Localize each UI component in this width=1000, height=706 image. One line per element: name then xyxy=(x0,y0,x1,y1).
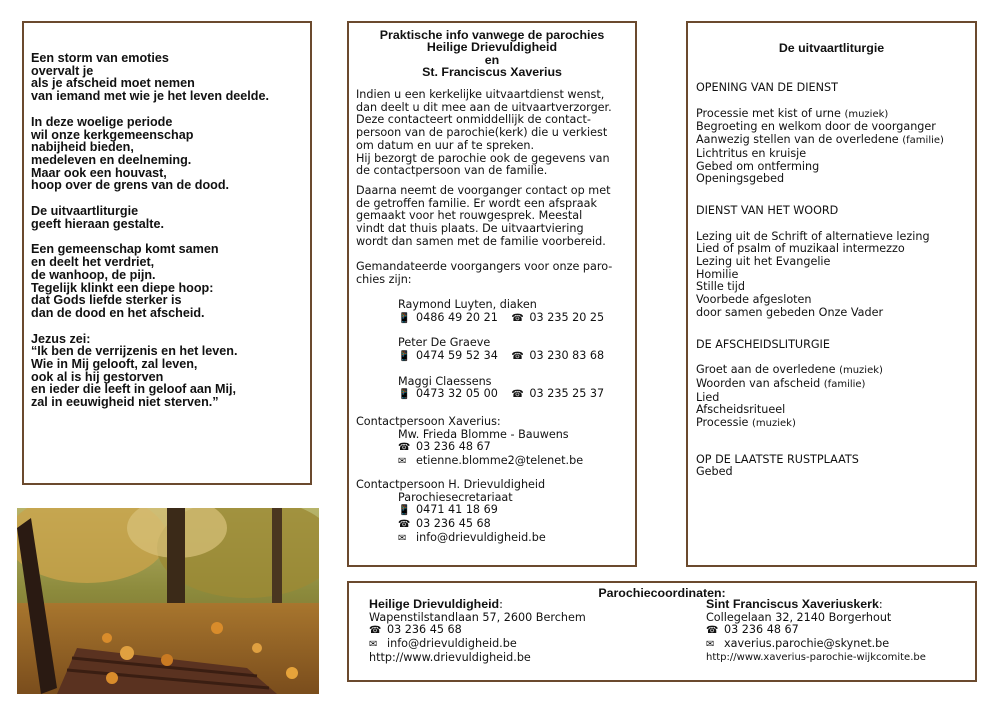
info-title-line: en xyxy=(484,52,500,67)
email-icon: ✉ xyxy=(369,639,378,651)
colon: : xyxy=(878,598,883,611)
address: Collegelaan 32, 2140 Borgerhout xyxy=(706,610,892,624)
telephone-icon: ☎ xyxy=(369,625,382,637)
item-note: (muziek) xyxy=(844,108,889,120)
liturgy-item xyxy=(696,378,972,392)
item-text: Openingsgebed xyxy=(696,172,785,186)
text-line: chies zijn: xyxy=(356,273,412,287)
text-line: dan deelt u dit mee aan de uitvaartverzorger. xyxy=(356,100,612,114)
parish-name: Heilige Drievuldigheid xyxy=(369,597,500,611)
liturgy-body xyxy=(696,82,972,479)
liturgy-item: Lezing uit de Schrift of alternatieve lezing xyxy=(696,229,930,243)
info-paragraph-3 xyxy=(356,261,632,286)
phone-number: 03 236 48 67 xyxy=(416,440,491,454)
email-icon: ✉ xyxy=(706,639,715,651)
text-line: om datum en uur af te spreken. xyxy=(356,138,535,152)
contact-drievuldigheid xyxy=(356,479,632,546)
liturgy-item: Lied xyxy=(696,390,720,404)
contact-name: Mw. Frieda Blomme - Bauwens xyxy=(398,427,569,441)
text-line: Hij bezorgt de parochie ook de gegevens van xyxy=(356,151,610,165)
leader-phones xyxy=(398,312,632,326)
info-paragraph-1 xyxy=(356,89,632,178)
text-line: Deze contacteert onmiddellijk de contact- xyxy=(356,113,591,127)
section-heading: OP DE LAATSTE RUSTPLAATS xyxy=(696,452,859,466)
item-text: Processie met kist of urne xyxy=(696,106,841,120)
telephone-icon: ☎ xyxy=(398,442,411,454)
liturgy-item: Homilie xyxy=(696,267,739,281)
stanza xyxy=(31,116,269,192)
text-line: Gemandateerde voorgangers voor onze paro- xyxy=(356,260,613,274)
item-text: Groet aan de overledene xyxy=(696,363,836,377)
poem-line: Wie in Mij gelooft, zal leven, xyxy=(31,357,198,372)
mobile-phone-icon: 📱 xyxy=(398,350,411,362)
poem-line: “Ik ben de verrijzenis en het leven. xyxy=(31,344,238,359)
liturgy-section xyxy=(696,82,972,186)
item-text: Aanwezig stellen van de overledene xyxy=(696,133,899,147)
leader-name: Raymond Luyten, diaken xyxy=(398,297,537,311)
contact-name: Parochiesecretariaat xyxy=(398,490,513,504)
stanza xyxy=(31,243,269,319)
poem-line: dat Gods liefde sterker is xyxy=(31,293,182,308)
telephone-icon: ☎ xyxy=(398,518,411,530)
poem-line: wil onze kerkgemeenschap xyxy=(31,127,194,142)
text-line: de contactpersoon van de familie. xyxy=(356,164,548,178)
stanza xyxy=(31,52,269,103)
info-body xyxy=(356,89,632,545)
poem-line: als je afscheid moet nemen xyxy=(31,76,195,91)
poem-line: en ieder die leeft in geloof aan Mij, xyxy=(31,382,237,397)
liturgy-item: Voorbede afgesloten xyxy=(696,293,812,307)
liturgy-item xyxy=(696,134,972,148)
email-link[interactable]: xaverius.parochie@skynet.be xyxy=(724,637,890,651)
poem-line: zal in eeuwigheid niet sterven.” xyxy=(31,395,219,410)
liturgy-title: De uitvaartliturgie xyxy=(778,41,885,55)
coordinates-box xyxy=(347,581,977,682)
poem-line: geeft hieraan gestalte. xyxy=(31,216,164,231)
phone-number: 03 235 20 25 xyxy=(529,310,605,324)
item-text: Woorden van afscheid xyxy=(696,376,821,390)
poem-line: Tegelijk klinkt een diepe hoop: xyxy=(31,280,214,295)
poem-line: ook al is hij gestorven xyxy=(31,369,164,384)
text-line: gemaakt voor het rouwgesprek. Meestal xyxy=(356,209,583,223)
bench-illustration xyxy=(17,508,319,694)
phone-number: 03 236 45 68 xyxy=(387,623,462,637)
info-title-line: St. Franciscus Xaverius xyxy=(422,65,562,80)
contact-label: Contactpersoon Xaverius: xyxy=(356,415,501,429)
telephone-icon: ☎ xyxy=(511,350,524,362)
email-icon: ✉ xyxy=(398,456,407,468)
leader-phones xyxy=(398,350,632,364)
coordinates-title: Parochiecoordinaten: xyxy=(598,586,726,600)
liturgy-section xyxy=(696,444,972,479)
contact-label: Contactpersoon H. Drievuldigheid xyxy=(356,477,546,491)
leader-name: Maggi Claessens xyxy=(398,374,492,388)
liturgy-item xyxy=(696,364,972,378)
liturgy-section xyxy=(696,333,972,431)
item-note: (familie) xyxy=(902,135,944,147)
text-line: Daarna neemt de voorganger contact op met xyxy=(356,183,611,197)
poem-line: hoop over de grens van de dood. xyxy=(31,178,230,193)
item-text: Lichtritus en kruisje xyxy=(696,146,807,160)
item-note: (muziek) xyxy=(839,365,883,377)
phone-number: 03 236 48 67 xyxy=(724,623,799,637)
liturgy-item: door samen gebeden Onze Vader xyxy=(696,305,884,319)
phone-number: 03 235 25 37 xyxy=(529,387,605,401)
stanza xyxy=(31,205,269,230)
mobile-phone-icon: 📱 xyxy=(398,312,411,324)
liturgy-box xyxy=(686,21,977,567)
section-heading: DIENST VAN HET WOORD xyxy=(696,203,839,217)
section-heading: DE AFSCHEIDSLITURGIE xyxy=(696,337,830,351)
mobile-number: 0474 59 52 34 xyxy=(416,348,498,362)
website-link[interactable]: http://www.drievuldigheid.be xyxy=(369,650,531,664)
email-icon: ✉ xyxy=(398,532,407,544)
poem-line: van iemand met wie je het leven deelde. xyxy=(31,89,269,104)
poem-line: In deze woelige periode xyxy=(31,114,173,129)
email-link[interactable]: etienne.blomme2@telenet.be xyxy=(416,454,584,468)
liturgy-section xyxy=(696,199,972,320)
liturgy-item: Stille tijd xyxy=(696,280,745,294)
poem-line: overvalt je xyxy=(31,63,94,78)
leader-name: Peter De Graeve xyxy=(398,336,491,350)
website-link[interactable]: http://www.xaverius-parochie-wijkcomite.be xyxy=(706,651,926,663)
poem-line: Een storm van emoties xyxy=(31,51,169,65)
colon: : xyxy=(499,598,503,611)
text-line: persoon van de parochie(kerk) die u verkiest xyxy=(356,126,608,140)
info-title-line: Heilige Drievuldigheid xyxy=(426,40,558,55)
leader-list xyxy=(356,299,632,402)
mobile-number: 0473 32 05 00 xyxy=(416,387,498,401)
coord-left xyxy=(369,598,689,665)
mobile-phone-icon: 📱 xyxy=(398,389,411,401)
contact-xaverius xyxy=(356,416,632,469)
item-text: Begroeting en welkom door de voorganger xyxy=(696,120,936,134)
poem-line: Jezus zei: xyxy=(31,331,91,346)
coord-right xyxy=(706,598,976,665)
telephone-icon: ☎ xyxy=(511,312,524,324)
item-note: (familie) xyxy=(823,378,866,390)
poem-line: dan de dood en het afscheid. xyxy=(31,305,205,320)
poem-line: medeleven en deelneming. xyxy=(31,152,192,167)
phone-number: 03 230 83 68 xyxy=(529,348,605,362)
autumn-bench-photo xyxy=(17,508,319,694)
poem-box xyxy=(22,21,312,485)
poem-line: nabijheid bieden, xyxy=(31,140,134,155)
text-line: wordt dan samen met de familie voorbereid. xyxy=(356,234,606,248)
poem-line: en deelt het verdriet, xyxy=(31,255,155,270)
stanza xyxy=(31,333,269,409)
info-title-line: Praktische info vanwege de parochies xyxy=(379,28,605,42)
poem-line: de wanhoop, de pijn. xyxy=(31,267,156,282)
section-heading: OPENING VAN DE DIENST xyxy=(696,81,838,94)
text-line: vindt dat thuis plaats. De uitvaartviering xyxy=(356,222,584,236)
liturgy-item xyxy=(696,108,972,122)
info-title xyxy=(349,29,635,79)
telephone-icon: ☎ xyxy=(706,625,719,637)
practical-info-box xyxy=(347,21,637,567)
mobile-number: 0486 49 20 21 xyxy=(416,310,498,324)
email-link[interactable]: info@drievuldigheid.be xyxy=(416,530,546,544)
text-line: Indien u een kerkelijke uitvaartdienst wenst, xyxy=(356,88,605,101)
liturgy-item: Gebed xyxy=(696,465,733,479)
phone-number: 03 236 45 68 xyxy=(416,516,491,530)
item-text: Processie xyxy=(696,416,749,430)
poem xyxy=(31,52,269,422)
liturgy-item xyxy=(696,173,972,186)
text-line: de getroffen familie. Er wordt een afspraak xyxy=(356,196,597,210)
parish-name: Sint Franciscus Xaveriuskerk xyxy=(706,597,879,611)
leader-entry xyxy=(398,337,632,363)
address: Wapenstilstandlaan 57, 2600 Berchem xyxy=(369,610,586,624)
mobile-number: 0471 41 18 69 xyxy=(416,503,498,517)
item-text: Gebed om ontferming xyxy=(696,159,820,173)
liturgy-item: Lezing uit het Evangelie xyxy=(696,255,831,269)
poem-line: Maar ook een houvast, xyxy=(31,165,167,180)
leader-phones xyxy=(398,388,632,402)
liturgy-item xyxy=(696,417,972,431)
item-note: (muziek) xyxy=(752,418,796,430)
poem-line: Een gemeenschap komt samen xyxy=(31,242,219,257)
liturgy-item: Afscheidsritueel xyxy=(696,403,786,417)
poem-line: De uitvaartliturgie xyxy=(31,204,139,219)
leader-entry xyxy=(398,376,632,402)
telephone-icon: ☎ xyxy=(511,389,524,401)
leader-entry xyxy=(398,299,632,325)
email-link[interactable]: info@drievuldigheid.be xyxy=(387,637,517,651)
liturgy-item: Lied of psalm of muzikaal intermezzo xyxy=(696,242,905,256)
info-paragraph-2 xyxy=(356,185,632,249)
mobile-phone-icon: 📱 xyxy=(398,505,411,517)
